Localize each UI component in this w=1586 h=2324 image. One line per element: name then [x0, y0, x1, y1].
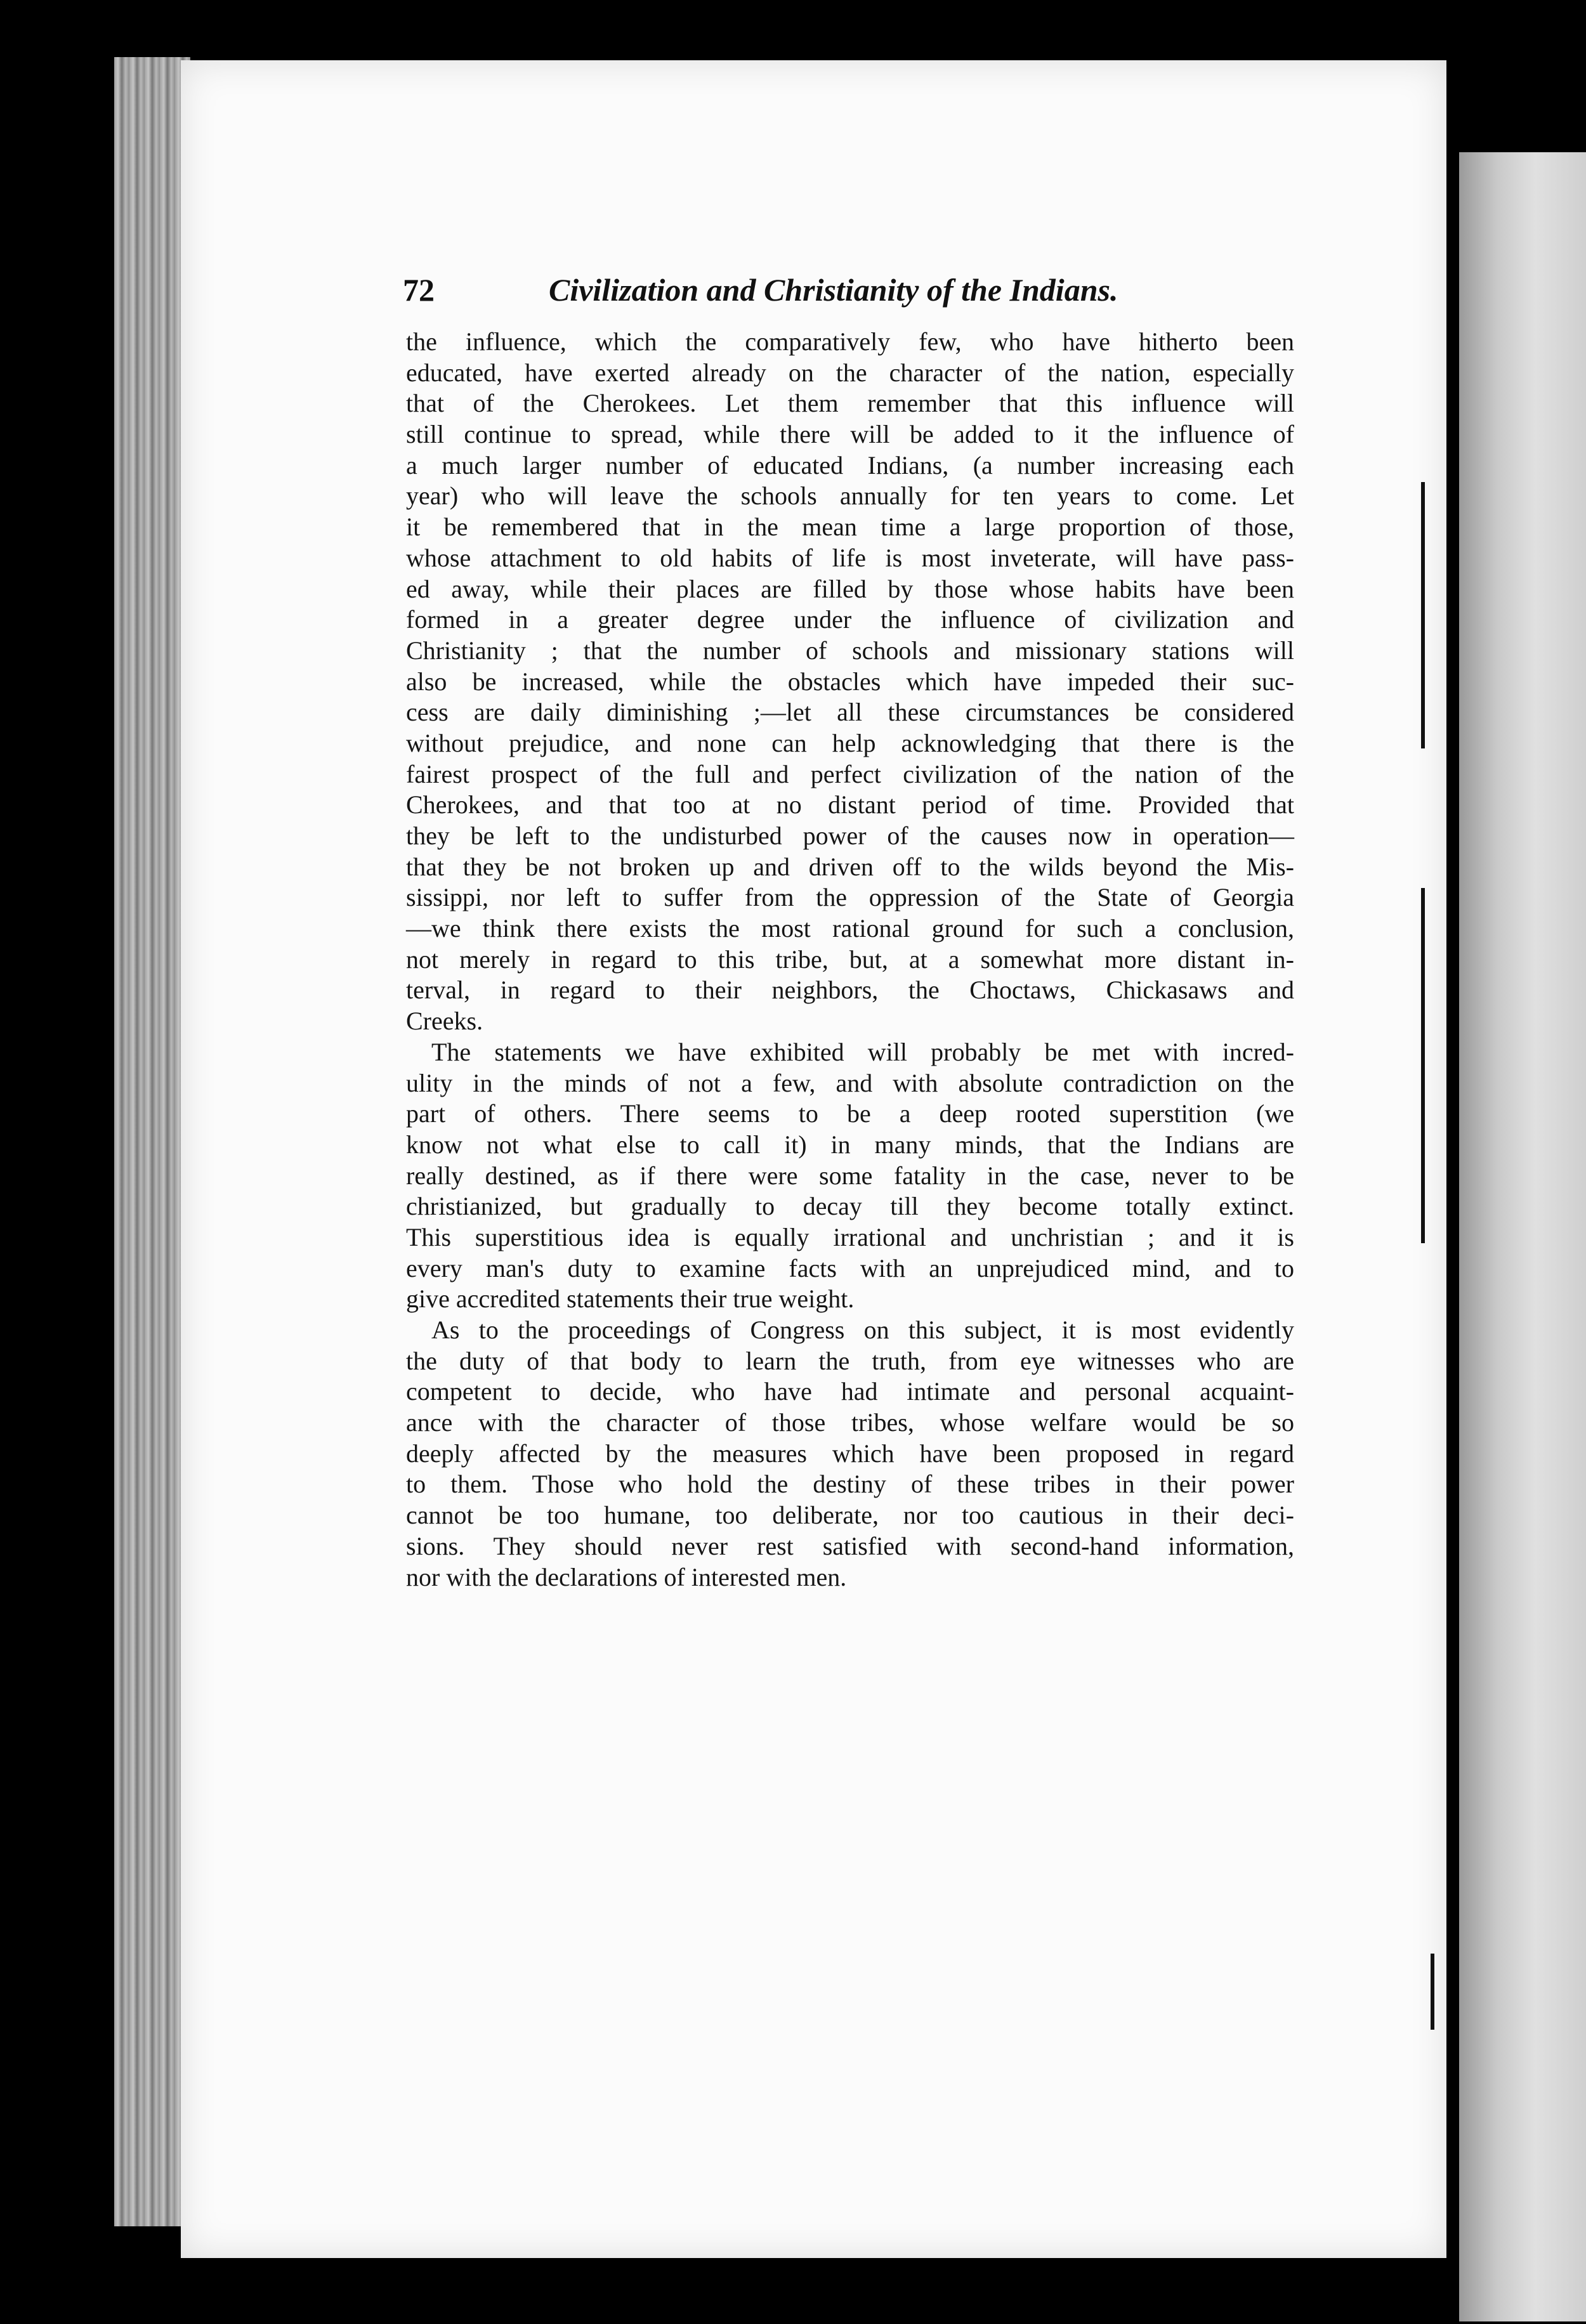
text-line: that they be not broken up and driven off to the wilds beyond the Mis- — [406, 852, 1294, 881]
edge-mark — [1421, 888, 1425, 1243]
text-line: every man's duty to examine facts with an unprejudiced mind, and to — [406, 1253, 1294, 1283]
text-line: ed away, while their places are filled by those whose habits have been — [406, 574, 1294, 603]
text-line: whose attachment to old habits of life is most inveterate, will have pass- — [406, 543, 1294, 572]
text-line: terval, in regard to their neighbors, the Choctaws, Chickasaws and — [406, 976, 1294, 1005]
text-line: ulity in the minds of not a few, and with absolute contradiction on the — [406, 1068, 1294, 1097]
text-line: formed in a greater degree under the influence of civilization and — [406, 605, 1294, 634]
running-head — [403, 271, 1304, 316]
text-line: As to the proceedings of Congress on this subject, it is most evidently — [431, 1315, 1294, 1344]
text-line: they be left to the undisturbed power of the causes now in operation— — [406, 821, 1294, 850]
text-line: ance with the character of those tribes, whose welfare would be so — [406, 1408, 1294, 1437]
text-line: give accredited statements their true weight. — [406, 1284, 855, 1314]
text-line: christianized, but gradually to decay till they become totally extinct. — [406, 1192, 1294, 1221]
text-line: deeply affected by the measures which have been proposed in regard — [406, 1439, 1294, 1468]
edge-mark — [1421, 482, 1425, 748]
text-line: year) who will leave the schools annually for ten years to come. Let — [406, 481, 1294, 511]
paragraph-3 — [406, 1315, 1294, 1593]
text-line: competent to decide, who have had intimate and personal acquaint- — [406, 1377, 1294, 1406]
paragraph-2 — [406, 1037, 1294, 1315]
text-line: sissippi, nor left to suffer from the oppression of the State of Georgia — [406, 883, 1294, 912]
text-line: that of the Cherokees. Let them remember that this influence will — [406, 389, 1294, 418]
text-line: Christianity ; that the number of schools and missionary stations will — [406, 636, 1294, 665]
text-line: the duty of that body to learn the truth, from eye witnesses who are — [406, 1346, 1294, 1375]
page-left-edge — [114, 57, 190, 2226]
text-line: also be increased, while the obstacles which have impeded their suc- — [406, 667, 1294, 696]
text-line: nor with the declarations of interested men. — [406, 1562, 847, 1591]
paragraph-1 — [406, 327, 1294, 1037]
text-line: sions. They should never rest satisfied with second-hand information, — [406, 1531, 1294, 1560]
text-line: to them. Those who hold the destiny of these tribes in their power — [406, 1470, 1294, 1499]
text-line: a much larger number of educated Indians, (a number increasing each — [406, 450, 1294, 480]
text-line: know not what else to call it) in many minds, that the Indians are — [406, 1130, 1294, 1159]
text-line: still continue to spread, while there will be added to it the influence of — [406, 420, 1294, 449]
text-line: not merely in regard to this tribe, but, at a somewhat more distant in- — [406, 944, 1294, 974]
text-line: Cherokees, and that too at no distant period of time. Provided that — [406, 790, 1294, 819]
text-line: —we think there exists the most rational ground for such a conclusion, — [406, 914, 1294, 943]
text-line: cess are daily diminishing ;—let all these circumstances be considered — [406, 698, 1294, 727]
text-line: it be remembered that in the mean time a large proportion of those, — [406, 512, 1294, 542]
edge-mark — [1431, 1954, 1434, 2030]
text-line: fairest prospect of the full and perfect civilization of the nation of the — [406, 759, 1294, 788]
text-line: really destined, as if there were some fatality in the case, never to be — [406, 1161, 1294, 1190]
text-line: the influence, which the comparatively few, who have hitherto been — [406, 327, 1294, 356]
text-line: Creeks. — [406, 1007, 483, 1036]
running-title: Civilization and Christianity of the Indians. — [549, 272, 1118, 308]
adjacent-page-strip — [1459, 152, 1586, 2321]
text-line: The statements we have exhibited will probably be met with incred- — [431, 1037, 1294, 1066]
text-line: This superstitious idea is equally irrational and unchristian ; and it is — [406, 1222, 1294, 1251]
text-line: cannot be too humane, too deliberate, nor too cautious in their deci- — [406, 1501, 1294, 1530]
text-line: educated, have exerted already on the character of the nation, especially — [406, 358, 1294, 387]
page-number: 72 — [403, 272, 435, 308]
text-line: without prejudice, and none can help acknowledging that there is the — [406, 728, 1294, 757]
body-text — [406, 327, 1294, 1593]
text-line: part of others. There seems to be a deep rooted superstition (we — [406, 1099, 1294, 1128]
